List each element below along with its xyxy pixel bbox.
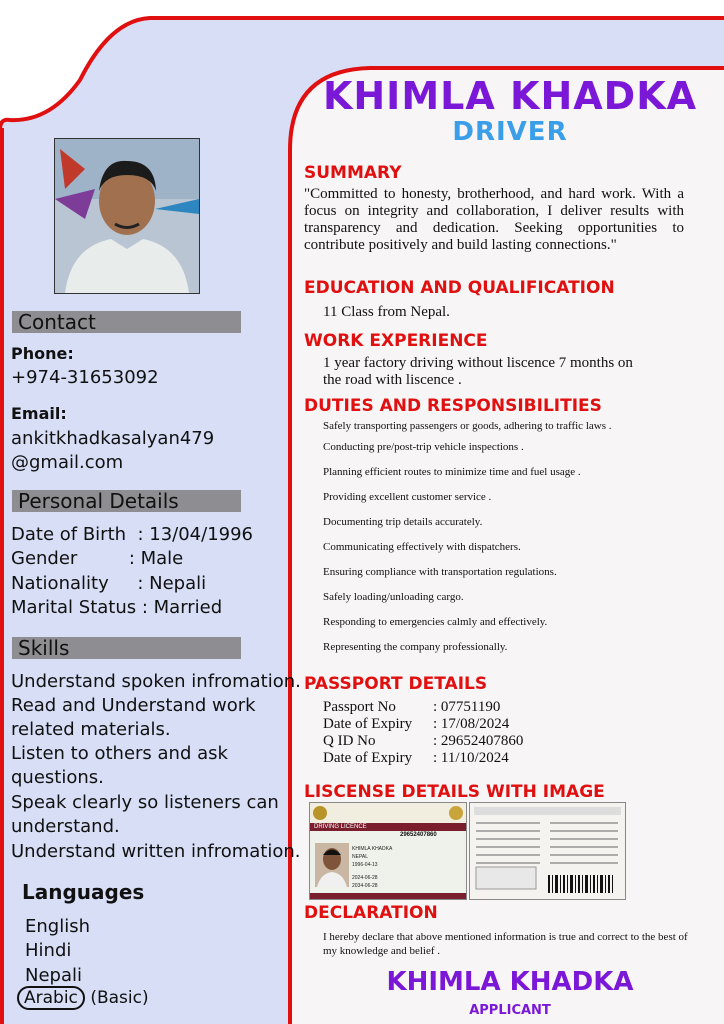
- language-item: Nepali: [25, 965, 82, 986]
- declaration-text: I hereby declare that above mentioned information is true and correct to the best of my knowledge and belief .: [323, 931, 688, 957]
- duty-item: Representing the company professionally.: [323, 641, 508, 653]
- passport-heading: PASSPORT DETAILS: [304, 674, 488, 694]
- applicant-role: DRIVER: [452, 117, 568, 147]
- license-photo: [315, 843, 349, 887]
- duty-item: Providing excellent customer service .: [323, 491, 492, 503]
- education-heading: EDUCATION AND QUALIFICATION: [304, 278, 615, 298]
- summary-text: "Committed to honesty, brotherhood, and hard work. With a focus on integrity and collaboration, I deliver results with transparency and dedication. Seeking opportunities to contribute positively and build lasting connections.": [304, 186, 684, 253]
- passport-row-value: : 11/10/2024: [433, 750, 509, 766]
- applicant-name: KHIMLA KHADKA: [322, 74, 698, 118]
- duty-item: Safely transporting passengers or goods, adhering to traffic laws .: [323, 420, 612, 432]
- personal-row-marital: Marital Status : Married: [11, 597, 223, 618]
- license-expiry: 2034-06-28: [352, 883, 378, 889]
- license-footer-strip: [310, 893, 466, 899]
- skill-line: understand.: [11, 816, 120, 837]
- declaration-heading: DECLARATION: [304, 903, 438, 923]
- passport-row-label: Q ID No: [323, 733, 376, 749]
- license-card-back: [469, 802, 626, 900]
- skill-line: questions.: [11, 767, 104, 788]
- duty-item: Documenting trip details accurately.: [323, 516, 483, 528]
- declaration-role: APPLICANT: [469, 1003, 551, 1018]
- language-arabic: Arabic: [17, 986, 85, 1010]
- skill-line: Listen to others and ask: [11, 743, 228, 764]
- skill-line: related materials.: [11, 719, 171, 740]
- passport-row-value: : 07751190: [433, 699, 501, 715]
- duty-item: Conducting pre/post-trip vehicle inspections .: [323, 441, 524, 453]
- duties-heading: DUTIES AND RESPONSIBILITIES: [304, 396, 602, 416]
- license-back-image: [470, 803, 625, 899]
- email-label: Email:: [11, 404, 67, 423]
- skills-heading: Skills: [18, 636, 70, 660]
- license-nationality: NEPAL: [352, 854, 369, 860]
- skill-line: Read and Understand work: [11, 695, 256, 716]
- passport-row-value: : 17/08/2024: [433, 716, 510, 732]
- contact-section-bar: [12, 311, 241, 333]
- profile-photo: [54, 138, 200, 294]
- passport-row: [323, 716, 509, 733]
- duty-item: Communicating effectively with dispatchers.: [323, 541, 521, 553]
- phone-label: Phone:: [11, 344, 74, 363]
- education-text: 11 Class from Nepal.: [323, 304, 450, 320]
- personal-section-bar: [12, 490, 241, 512]
- license-card-header: [310, 803, 466, 823]
- license-dob: 1996-04-13: [352, 862, 378, 868]
- languages-heading: Languages: [22, 880, 145, 904]
- summary-heading: SUMMARY: [304, 163, 402, 183]
- phone-value: +974-31653092: [11, 367, 159, 388]
- experience-heading: WORK EXPERIENCE: [304, 331, 488, 351]
- skill-line: Understand written infromation.: [11, 841, 301, 862]
- passport-row: [323, 699, 500, 716]
- personal-heading: Personal Details: [18, 489, 179, 513]
- license-number: 29652407860: [400, 832, 437, 838]
- police-emblem-icon: [449, 806, 463, 820]
- language-item: English: [25, 916, 90, 937]
- license-title: DRIVING LICENCE: [310, 823, 467, 831]
- language-arabic-note: (Basic): [90, 988, 149, 1008]
- contact-heading: Contact: [18, 310, 96, 334]
- email-value-line1: ankitkhadkasalyan479: [11, 428, 215, 449]
- license-heading: LISCENSE DETAILS WITH IMAGE: [304, 782, 605, 802]
- duty-item: Planning efficient routes to minimize time and fuel usage .: [323, 466, 581, 478]
- personal-row-nationality: Nationality : Nepali: [11, 573, 207, 594]
- license-card-front: [309, 802, 467, 900]
- personal-row-gender: Gender : Male: [11, 548, 184, 569]
- language-arabic-row: [17, 988, 149, 1008]
- passport-row-label: Date of Expiry: [323, 716, 413, 732]
- skills-section-bar: [12, 637, 241, 659]
- passport-row-value: : 29652407860: [433, 733, 524, 749]
- emblem-icon: [313, 806, 327, 820]
- duty-item: Ensuring compliance with transportation regulations.: [323, 566, 557, 578]
- passport-row-label: Passport No: [323, 699, 396, 715]
- personal-row-dob: Date of Birth : 13/04/1996: [11, 524, 254, 545]
- license-issue: 2024-06-28: [352, 875, 378, 881]
- declaration-name: KHIMLA KHADKA: [386, 967, 634, 997]
- duty-item: Safely loading/unloading cargo.: [323, 591, 464, 603]
- duty-item: Responding to emergencies calmly and effectively.: [323, 616, 548, 628]
- passport-row-label: Date of Expiry: [323, 750, 413, 766]
- passport-row: [323, 733, 523, 750]
- experience-line1: 1 year factory driving without liscence 7 months on: [323, 355, 633, 371]
- experience-line2: the road with liscence .: [323, 372, 462, 388]
- skill-line: Understand spoken infromation.: [11, 671, 301, 692]
- license-holder: KHIMLA KHADKA: [352, 846, 393, 852]
- passport-row: [323, 750, 509, 767]
- skill-line: Speak clearly so listeners can: [11, 792, 279, 813]
- email-value-line2: @gmail.com: [11, 452, 124, 473]
- language-item: Hindi: [25, 940, 72, 961]
